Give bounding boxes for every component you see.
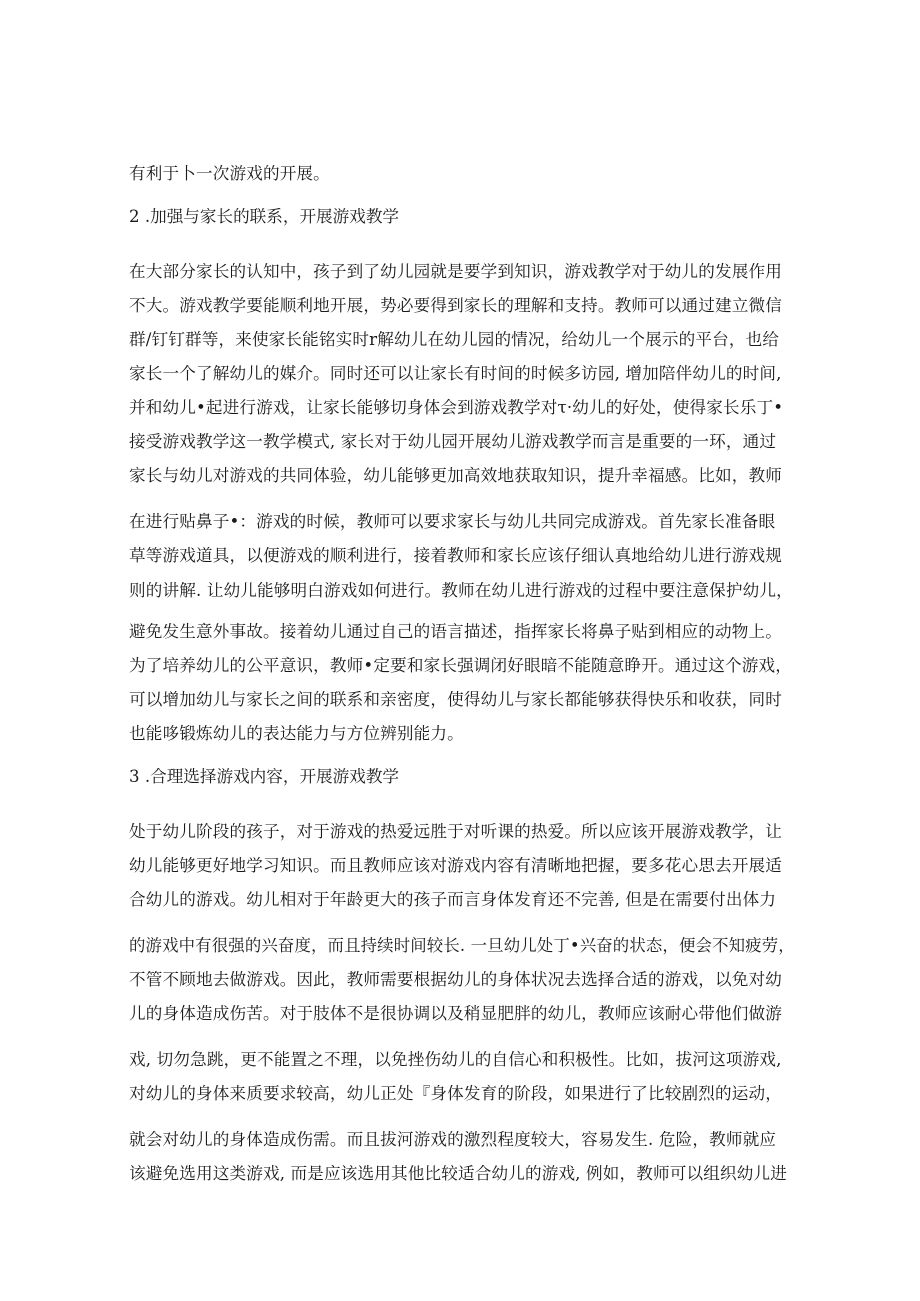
paragraph-line: 可以增加幼儿与家长之间的联系和亲密度，使得幼儿与家长都能够获得快乐和收获，同时 xyxy=(129,690,783,709)
paragraph-line: 就会对幼儿的身体造成伤需。而且拔河游戏的激烈程度较大，容易发生. 危险，教师就应 xyxy=(129,1130,777,1149)
section-3-heading: 3 .合理选择游戏内容，开展游戏教学 xyxy=(129,767,400,786)
paragraph-line: 接受游戏教学这一教学模式, 家长对于幼儿园开展幼儿游戏教学而言是重要的一环，通过 xyxy=(129,432,777,451)
paragraph-line: 避免发生意外事故。接着幼儿通过自己的语言描述，指挥家长将鼻子贴到相应的动物上。 xyxy=(129,622,783,641)
paragraph-line: 该避免选用这类游戏, 而是应该选用其他比较适合幼儿的游戏, 例如，教师可以组织幼儿进 xyxy=(129,1164,787,1183)
paragraph-line: 在进行贴鼻子•：游戏的时候，教师可以要求家长与幼儿共同完成游戏。首先家长准备眼 xyxy=(129,512,776,531)
paragraph-line: 不大。游戏教学要能顺利地开展，势必要得到家长的理解和支持。教师可以通过建立微信 xyxy=(129,296,783,315)
paragraph-line: 家长一个了解幼儿的媒介。同时还可以让家长有时间的时候多访园, 增加陪伴幼儿的时间, xyxy=(129,364,782,383)
paragraph-line: 群/钉钉群等，来使家长能铭实时r解幼儿在幼儿园的情况，给幼儿一个展示的平台，也给 xyxy=(129,330,780,349)
paragraph-line: 处于幼儿阶段的孩子，对于游戏的热爱远胜于对听课的热爱。所以应该开展游戏教学，让 xyxy=(129,822,783,841)
section-2-heading: 2 .加强与家长的联系，开展游戏教学 xyxy=(129,207,400,226)
paragraph-line: 的游戏中有很强的兴奋度，而且持续时间较长. 一旦幼儿处丁•兴奋的状态，便会不知疲劳， xyxy=(129,936,795,955)
paragraph-line: 不管不顾地去做游戏。因此，教师需要根据幼儿的身体状况去选择合适的游戏，以免对幼 xyxy=(129,970,783,989)
intro-tail-line: 有利于卜一次游戏的开展。 xyxy=(129,164,330,183)
paragraph-line: 戏, 切勿急跳，更不能置之不理，以免挫伤幼儿的自信心和积极性。比如，拔河这项游戏, xyxy=(129,1050,782,1069)
paragraph-line: 也能哆锻炼幼儿的表达能力与方位辨别能力。 xyxy=(129,724,464,743)
paragraph-line: 家长与幼儿对游戏的共同体验，幼儿能够更加高效地获取知识，提升幸福感。比如，教师 xyxy=(129,466,783,485)
paragraph-line: 草等游戏道具，以便游戏的顺利进行，接着教师和家长应该仔细认真地给幼儿进行游戏规 xyxy=(129,546,783,565)
paragraph-line: 幼儿能够更好地学习知识。而且教师应该对游戏内容有清晰地把握，要多花心思去开展适 xyxy=(129,856,783,875)
paragraph-line: 在大部分家长的认知中，孩子到了幼儿园就是要学到知识，游戏教学对于幼儿的发展作用 xyxy=(129,262,783,281)
paragraph-line: 并和幼儿•起进行游戏，让家长能够切身体会到游戏教学对τ·幼儿的好处，使得家长乐丁• xyxy=(129,398,784,417)
paragraph-line: 对幼儿的身体来质要求较高，幼儿正处『身体发育的阶段，如果进行了比较剧烈的运动， xyxy=(129,1084,783,1103)
paragraph-line: 合幼儿的游戏。幼儿相对于年龄更大的孩子而言身体发育还不完善, 但是在需要付出体力 xyxy=(129,890,777,909)
paragraph-line: 为了培养幼儿的公平意识，教师•定要和家长强调闭好眼暗不能随意睁开。通过这个游戏， xyxy=(129,656,792,675)
paragraph-line: 儿的身体造成伤苦。对于肢体不是很协调以及稍显肥胖的幼儿，教师应该耐心带他们做游 xyxy=(129,1004,783,1023)
paragraph-line: 则的讲解. 让幼儿能够明白游戏如何进行。教师在幼儿进行游戏的过程中要注意保护幼儿， xyxy=(129,581,793,600)
